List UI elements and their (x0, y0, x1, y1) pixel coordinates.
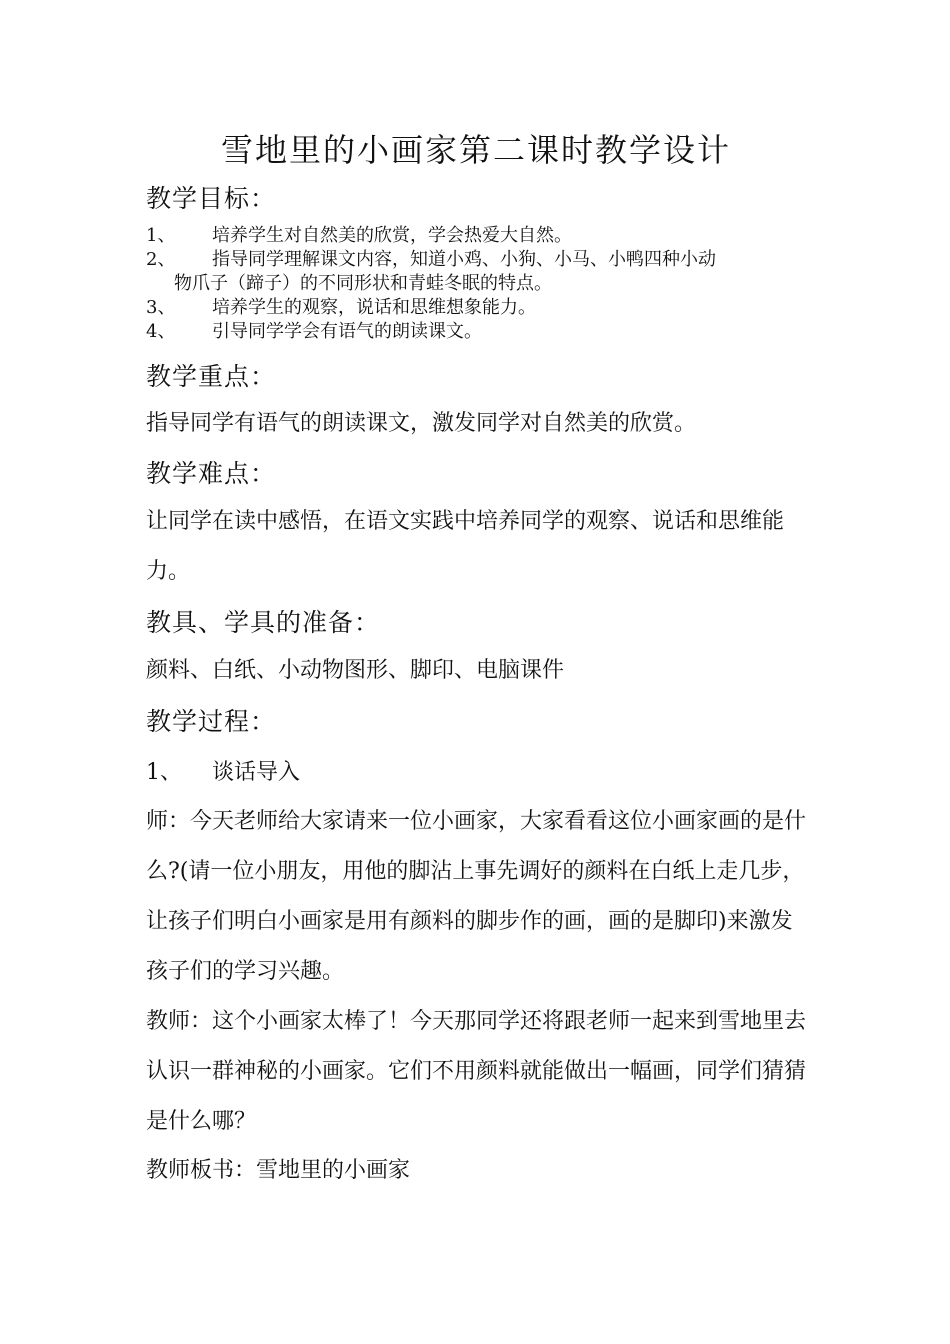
list-item (146, 320, 812, 344)
goals-heading: 教学目标： (146, 184, 277, 213)
list-item (146, 248, 812, 296)
list-item-text: 培养学生对自然美的欣赏，学会热爱大自然。 (212, 225, 572, 246)
list-item (146, 224, 812, 248)
key-points-heading: 教学重点： (146, 362, 277, 391)
process-heading: 教学过程： (146, 707, 277, 736)
list-item-number: 3、 (146, 297, 176, 318)
goals-list (146, 224, 812, 344)
list-item-text: 指导同学理解课文内容，知道小鸡、小狗、小马、小鸭四种小动 (212, 249, 716, 270)
list-item-number: 4、 (146, 321, 176, 342)
list-item-text: 培养学生的观察，说话和思维想象能力。 (212, 297, 536, 318)
process-paragraph-3: 教师板书：雪地里的小画家 (146, 1158, 411, 1183)
step-title: 谈话导入 (212, 760, 301, 785)
process-paragraph-2: 教师：这个小画家太棒了！今天那同学还将跟老师一起来到雪地里去认识一群神秘的小画家。它们不用颜料就能做出一幅画，同学们猜猜是什么哪？ (146, 1009, 807, 1134)
list-item-text: 引导同学学会有语气的朗读课文。 (212, 321, 482, 342)
list-item-continuation: 物爪子（蹄子）的不同形状和青蛙冬眠的特点。 (174, 273, 552, 294)
process-paragraph-1: 师：今天老师给大家请来一位小画家，大家看看这位小画家画的是什么?(请一位小朋友，用他的脚沾上事先调好的颜料在白纸上走几步，让孩子们明白小画家是用有颜料的脚步作的画，画的是脚印)来激发孩子们的学习兴趣。 (146, 809, 807, 984)
materials-text: 颜料、白纸、小动物图形、脚印、电脑课件 (146, 658, 565, 683)
difficulties-text: 让同学在读中感悟，在语文实践中培养同学的观察、说话和思维能力。 (146, 509, 785, 584)
list-item-number: 2、 (146, 249, 176, 270)
list-item (146, 296, 812, 320)
step-number: 1、 (146, 760, 182, 785)
process-step (146, 756, 301, 790)
document-title: 雪地里的小画家第二课时教学设计 (220, 131, 731, 169)
difficulties-heading: 教学难点： (146, 459, 277, 488)
list-item-number: 1、 (146, 225, 176, 246)
materials-heading: 教具、学具的准备： (146, 608, 381, 637)
key-points-text: 指导同学有语气的朗读课文，激发同学对自然美的欣赏。 (146, 411, 697, 436)
